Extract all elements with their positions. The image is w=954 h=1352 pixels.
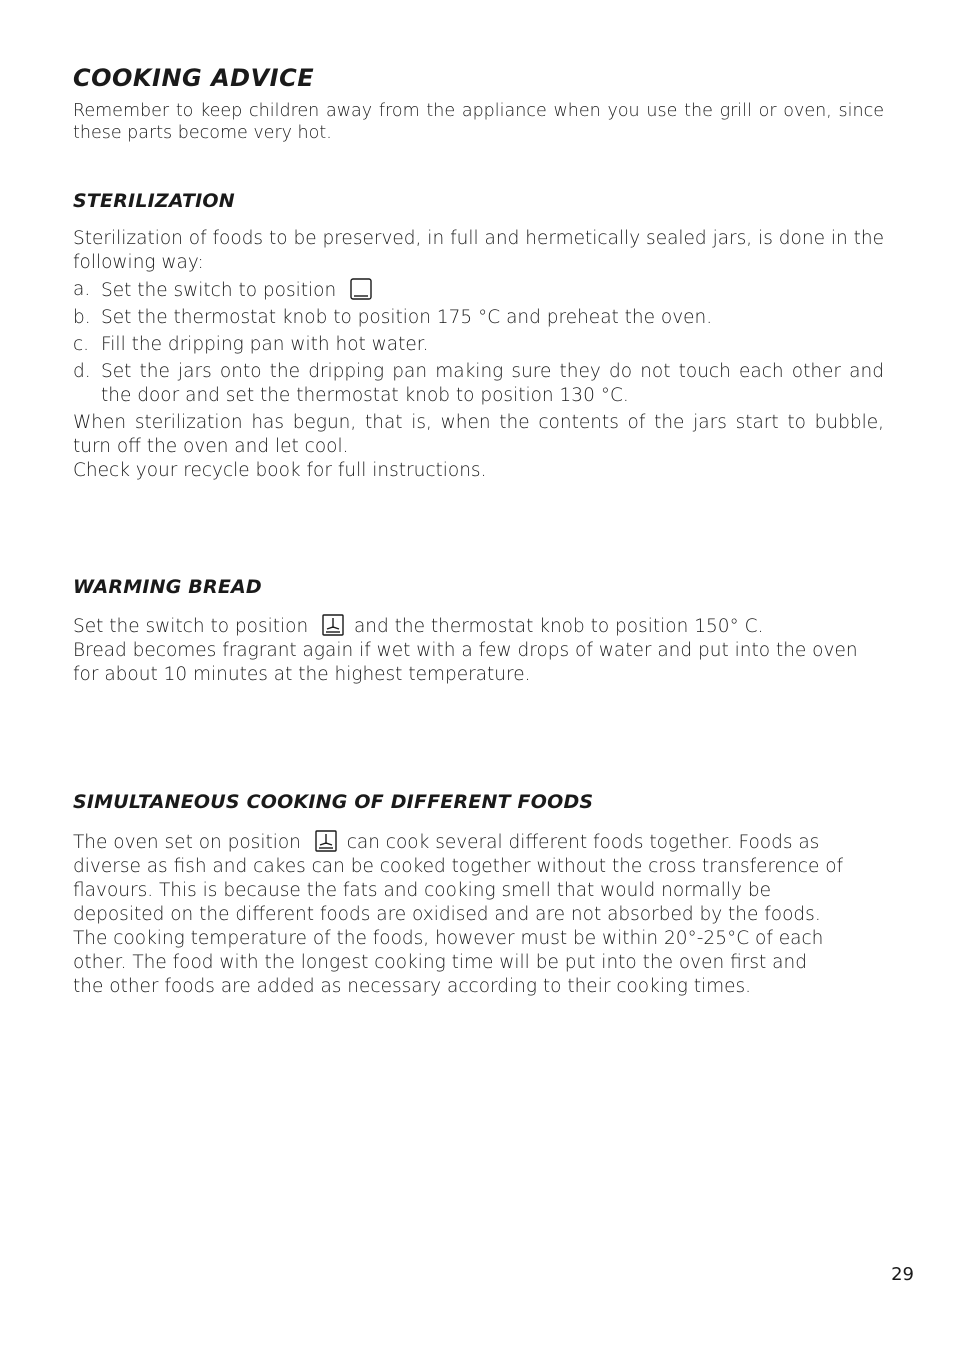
- sterilization-check: Check your recycle book for full instructions.: [73, 460, 487, 481]
- warming-bread-line1-post: and the thermostat knob to position 150° C.: [353, 616, 764, 637]
- list-item: [73, 306, 884, 330]
- page-number: 29: [891, 1264, 914, 1285]
- simultaneous-line: other. The food with the longest cooking time will be put into the oven first and: [73, 952, 807, 973]
- oven-fan-icon: [315, 830, 337, 852]
- simultaneous-heading: SIMULTANEOUS COOKING OF DIFFERENT FOODS: [73, 791, 594, 813]
- list-text: Fill the dripping pan with hot water.: [101, 334, 429, 355]
- list-marker: c.: [73, 334, 90, 355]
- warming-bread-heading: WARMING BREAD: [73, 576, 262, 598]
- simultaneous-section: [73, 830, 884, 999]
- list-item: [73, 360, 884, 408]
- oven-fan-icon: [322, 614, 344, 636]
- list-text: Set the thermostat knob to position 175 °C and preheat the oven.: [101, 307, 713, 328]
- simultaneous-line: can cook several different foods together. Foods as: [346, 832, 820, 853]
- sterilization-after: When sterilization has begun, that is, when the contents of the jars start to bubble, turn off the oven and let cool.: [73, 412, 884, 457]
- warming-bread-line1-pre: Set the switch to position: [73, 616, 309, 637]
- sterilization-intro: Sterilization of foods to be preserved, in full and hermetically sealed jars, is done in the following way:: [73, 228, 884, 273]
- simultaneous-line: diverse as fish and cakes can be cooked together without the cross transference of: [73, 856, 844, 877]
- simultaneous-line: deposited on the different foods are oxidised and are not absorbed by the foods.: [73, 904, 821, 925]
- page-title: COOKING ADVICE: [73, 64, 315, 92]
- simultaneous-pre: The oven set on position: [73, 832, 301, 853]
- list-marker: b.: [73, 307, 91, 328]
- sterilization-heading: STERILIZATION: [73, 190, 235, 212]
- warming-bread-section: [73, 614, 884, 687]
- list-text: Set the switch to position: [101, 280, 337, 301]
- list-marker: d.: [73, 361, 91, 382]
- list-item: [73, 278, 884, 303]
- list-item: [73, 333, 884, 357]
- simultaneous-line: The cooking temperature of the foods, however must be within 20°-25°C of each: [73, 928, 824, 949]
- simultaneous-line: the other foods are added as necessary according to their cooking times.: [73, 976, 752, 997]
- warming-bread-body: Bread becomes fragrant again if wet with a few drops of water and put into the oven for about 10 minutes at the highest temperature.: [73, 640, 858, 685]
- sterilization-section: [73, 227, 884, 483]
- simultaneous-line: flavours. This is because the fats and cooking smell that would normally be: [73, 880, 772, 901]
- list-marker: a.: [73, 279, 91, 300]
- safety-intro: Remember to keep children away from the appliance when you use the grill or oven, since these parts become very hot.: [73, 101, 884, 143]
- oven-conventional-icon: [350, 278, 372, 300]
- list-text: Set the jars onto the dripping pan making sure they do not touch each other and the door and set the thermostat knob to position 130 °C.: [101, 361, 884, 406]
